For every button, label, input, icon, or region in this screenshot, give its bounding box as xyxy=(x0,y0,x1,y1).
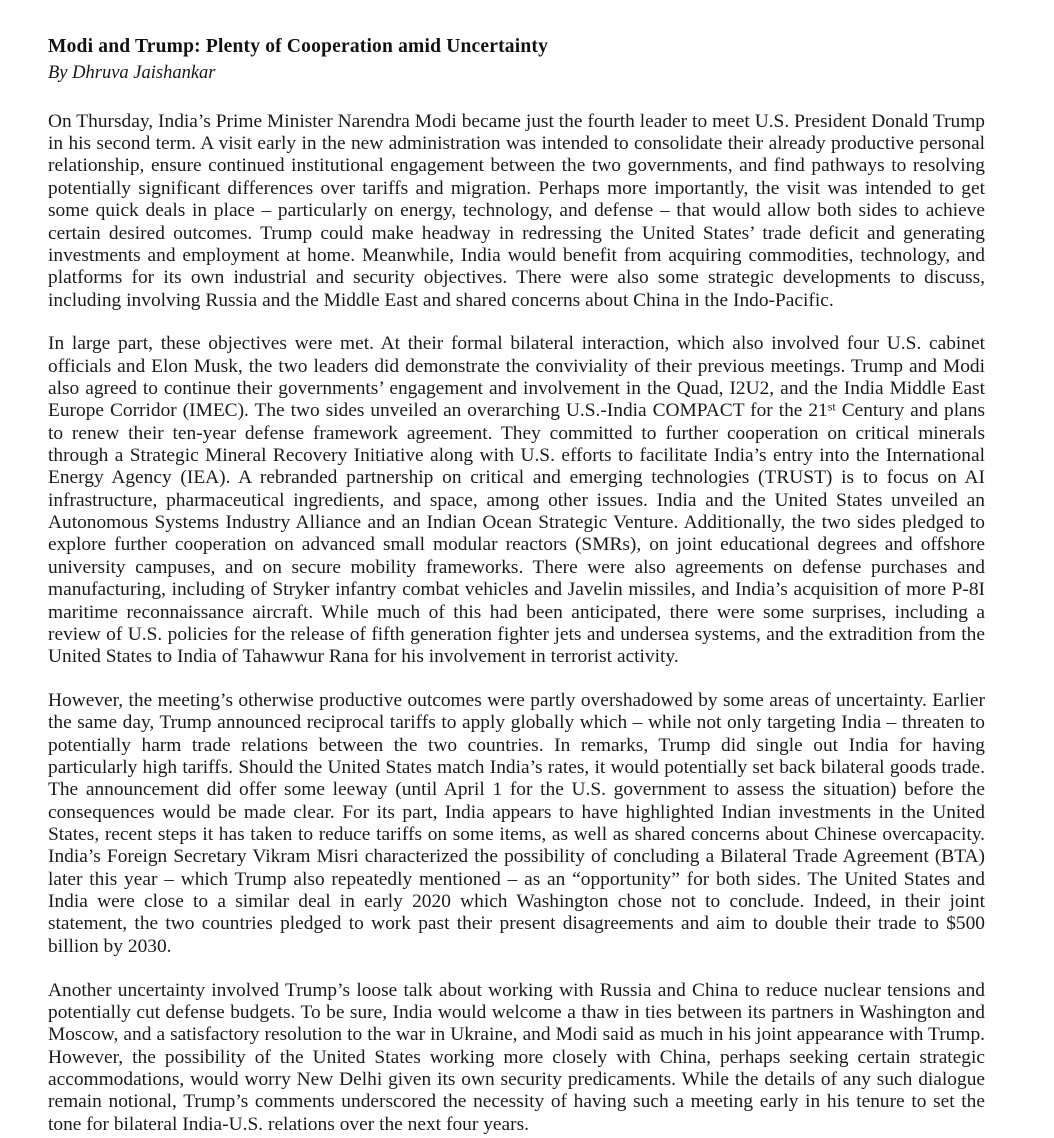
article-paragraph: In large part, these objectives were met. At their formal bilateral interaction, which also involved four U.S. cabinet officials and Elon Musk, the two leaders did demonstrate the conviviality of their previous meetings. Trump and Modi also agreed to continue their governments’ engagement and involvement in the Quad, I2U2, and the India Middle East Europe Corridor (IMEC). The two sides unveiled an overarching U.S.-India COMPACT for the 21st Century and plans to renew their ten-year defense framework agreement. They committed to further cooperation on critical minerals through a Strategic Mineral Recovery Initiative along with U.S. efforts to facilitate India’s entry into the International Energy Agency (IEA). A rebranded partnership on critical and emerging technologies (TRUST) is to focus on AI infrastructure, pharmaceutical ingredients, and space, among other issues. India and the United States unveiled an Autonomous Systems Industry Alliance and an Indian Ocean Strategic Venture. Additionally, the two sides pledged to explore further cooperation on advanced small modular reactors (SMRs), on joint educational degrees and offshore university campuses, and on secure mobility frameworks. There were also agreements on defense purchases and manufacturing, including of Stryker infantry combat vehicles and Javelin missiles, and India’s acquisition of more P-8I maritime reconnaissance aircraft. While much of this had been anticipated, there were some surprises, including a review of U.S. policies for the release of fifth generation fighter jets and undersea systems, and the extradition from the United States to India of Tahawwur Rana for his involvement in terrorist activity. xyxy=(48,333,985,668)
article-paragraph: On Thursday, India’s Prime Minister Narendra Modi became just the fourth leader to meet U.S. President Donald Trump in his second term. A visit early in the new administration was intended to consolidate their already productive personal relationship, ensure continued institutional engagement between the two governments, and find pathways to resolving potentially significant differences over tariffs and migration. Perhaps more importantly, the visit was intended to get some quick deals in place – particularly on energy, technology, and defense – that would allow both sides to achieve certain desired outcomes. Trump could make headway in redressing the United States’ trade deficit and generating investments and employment at home. Meanwhile, India would benefit from acquiring commodities, technology, and platforms for its own industrial and security objectives. There were also some strategic developments to discuss, including involving Russia and the Middle East and shared concerns about China in the Indo-Pacific. xyxy=(48,110,985,311)
article-paragraph: Another uncertainty involved Trump’s loose talk about working with Russia and China to reduce nuclear tensions and potentially cut defense budgets. To be sure, India would welcome a thaw in ties between its partners in Washington and Moscow, and a satisfactory resolution to the war in Ukraine, and Modi said as much in his joint appearance with Trump. However, the possibility of the United States working more closely with China, perhaps seeking certain strategic accommodations, would worry New Delhi given its own security predicaments. While the details of any such dialogue remain notional, Trump’s comments underscored the necessity of having such a meeting early in his tenure to set the tone for bilateral India-U.S. relations over the next four years. xyxy=(48,979,985,1135)
article-body xyxy=(48,111,985,1136)
author-byline: By Dhruva Jaishankar xyxy=(48,62,216,83)
article-paragraph: However, the meeting’s otherwise productive outcomes were partly overshadowed by some areas of uncertainty. Earlier the same day, Trump announced reciprocal tariffs to apply globally which – while not only targeting India – threaten to potentially harm trade relations between the two countries. In remarks, Trump did single out India for having particularly high tariffs. Should the United States match India’s rates, it would potentially set back bilateral goods trade. The announcement did offer some leeway (until April 1 for the U.S. government to assess the situation) before the consequences would be made clear. For its part, India appears to have highlighted Indian investments in the United States, recent steps it has taken to reduce tariffs on some items, as well as shared concerns about Chinese overcapacity. India’s Foreign Secretary Vikram Misri characterized the possibility of concluding a Bilateral Trade Agreement (BTA) later this year – which Trump also repeatedly mentioned – as an “opportunity” for both sides. The United States and India were close to a similar deal in early 2020 which Washington chose not to conclude. Indeed, in their joint statement, the two countries pledged to work past their present disagreements and aim to double their trade to $500 billion by 2030. xyxy=(48,690,985,957)
ordinal-suffix: st xyxy=(827,399,836,414)
page-title: Modi and Trump: Plenty of Cooperation amid Uncertainty xyxy=(48,36,549,57)
